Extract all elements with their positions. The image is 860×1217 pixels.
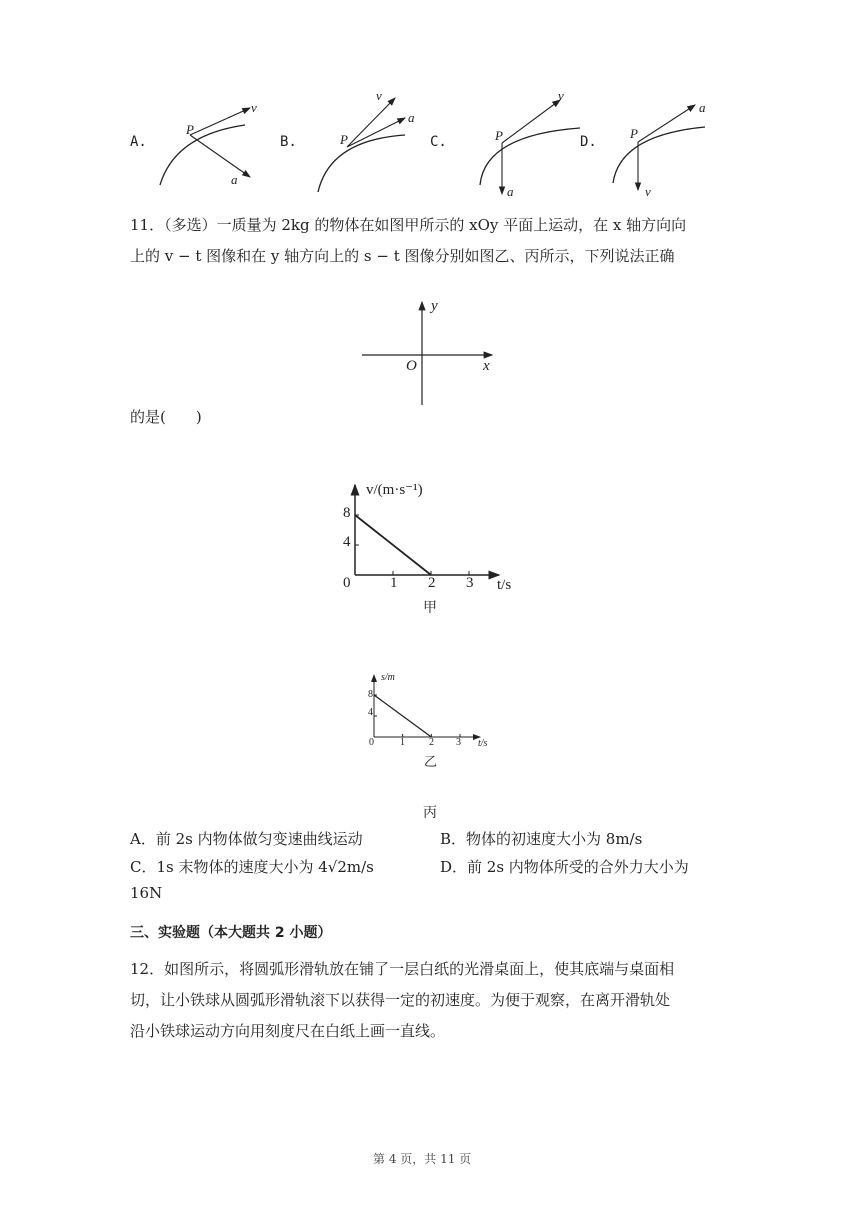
option-c-label: C. bbox=[430, 134, 447, 150]
q12-line-1: 12．如图所示，将圆弧形滑轨放在铺了一层白纸的光滑桌面上，使其底端与桌面相 bbox=[130, 960, 675, 978]
acceleration-arrow bbox=[347, 118, 405, 147]
option-b-label: B. bbox=[280, 134, 297, 150]
point-p: P bbox=[340, 132, 348, 147]
point-p: P bbox=[630, 126, 638, 141]
x-axis-label: x bbox=[483, 358, 490, 374]
a-label: a bbox=[699, 100, 706, 115]
option-b-figure bbox=[310, 90, 420, 195]
acceleration-arrow bbox=[190, 135, 250, 177]
v-label: v bbox=[558, 88, 564, 103]
vt-x-axis-label: t/s bbox=[497, 577, 512, 593]
st-x-tick: 0 bbox=[369, 737, 374, 748]
q11-option-a: A．前 2s 内物体做匀变速曲线运动 bbox=[130, 830, 363, 848]
st-x-tick: 2 bbox=[429, 737, 434, 748]
st-x-tick: 1 bbox=[400, 737, 405, 748]
v-label: v bbox=[376, 88, 382, 103]
option-a-label: A. bbox=[130, 134, 147, 150]
section-heading: 三、实验题（本大题共 2 小题） bbox=[130, 925, 332, 941]
trajectory-curve bbox=[318, 135, 405, 192]
option-c-figure bbox=[470, 90, 590, 195]
q11-option-d: D．前 2s 内物体所受的合外力大小为 bbox=[440, 858, 689, 876]
acceleration-arrow bbox=[638, 105, 695, 142]
vt-x-tick: 3 bbox=[466, 575, 474, 591]
st-caption: 乙 bbox=[424, 755, 438, 770]
a-label: a bbox=[231, 172, 238, 187]
vt-y-axis-label: v/(m·s⁻¹) bbox=[366, 482, 423, 498]
q11-line-2: 上的 v − t 图像和在 y 轴方向上的 s − t 图像分别如图乙、丙所示，下列说法正确 bbox=[130, 247, 675, 265]
st-y-tick: 4 bbox=[368, 707, 373, 718]
data-line bbox=[374, 695, 431, 737]
trajectory-curve bbox=[613, 127, 705, 183]
st-x-tick: 3 bbox=[456, 737, 461, 748]
page-footer: 第 4 页，共 11 页 bbox=[373, 1152, 472, 1166]
q12-line-2: 切，让小铁球从圆弧形滑轨滚下以获得一定的初速度。为便于观察，在离开滑轨处 bbox=[130, 991, 671, 1009]
st-x-axis-label: t/s bbox=[478, 738, 488, 749]
q12-line-3: 沿小铁球运动方向用刻度尺在白纸上画一直线。 bbox=[130, 1022, 446, 1040]
vt-x-tick: 1 bbox=[390, 575, 398, 591]
vt-x-tick: 0 bbox=[343, 575, 351, 591]
figure-caption-bing: 丙 bbox=[423, 805, 437, 821]
y-axis-label: y bbox=[431, 298, 438, 314]
vt-caption: 甲 bbox=[423, 600, 437, 616]
vt-x-tick: 2 bbox=[428, 575, 436, 591]
q11-option-d-cont: 16N bbox=[130, 884, 163, 902]
st-y-tick: 8 bbox=[368, 689, 373, 700]
a-label: a bbox=[507, 184, 514, 199]
v-label: v bbox=[645, 184, 651, 199]
q11-line-1: 11．（多选）一质量为 2kg 的物体在如图甲所示的 xOy 平面上运动，在 x 轴方向向 bbox=[130, 216, 687, 234]
a-label: a bbox=[408, 110, 415, 125]
vt-y-tick: 4 bbox=[343, 534, 351, 550]
origin-label: O bbox=[406, 358, 417, 374]
q11-option-b: B．物体的初速度大小为 8m/s bbox=[440, 830, 643, 848]
st-y-axis-label: s/m bbox=[381, 672, 395, 683]
velocity-arrow bbox=[347, 98, 395, 147]
point-p: P bbox=[495, 128, 503, 143]
q11-line-3: 的是( ) bbox=[130, 408, 202, 426]
q11-option-c: C．1s 末物体的速度大小为 4√2m/s bbox=[130, 858, 374, 876]
v-label: v bbox=[251, 100, 257, 115]
vt-y-tick: 8 bbox=[343, 505, 351, 521]
data-line bbox=[355, 515, 431, 575]
point-p: P bbox=[186, 122, 194, 137]
option-d-label: D. bbox=[580, 134, 597, 150]
